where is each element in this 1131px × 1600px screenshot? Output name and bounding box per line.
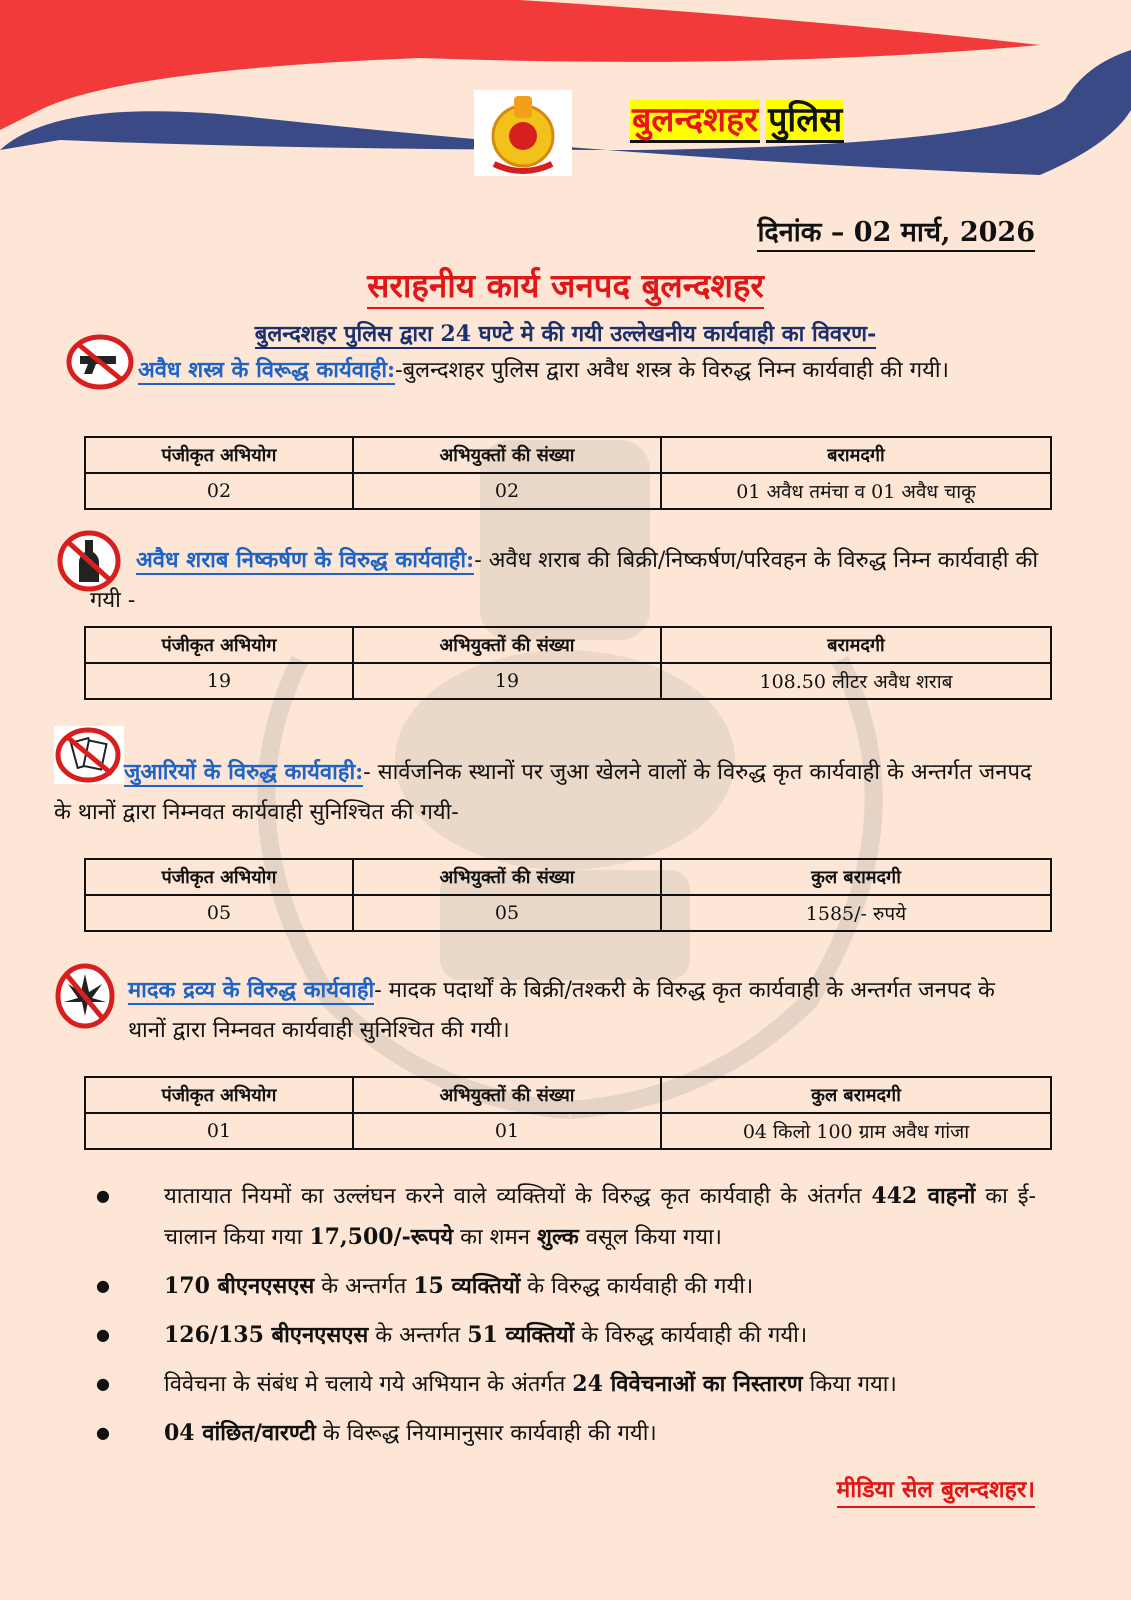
section-4-heading: मादक द्रव्य के विरुद्ध कार्यवाही [128, 977, 375, 1003]
list-item-text: 126/135 बीएनएसएस [164, 1322, 369, 1348]
no-drugs-icon [54, 962, 116, 1030]
section-2-table [84, 626, 1052, 700]
list-item [96, 1176, 1036, 1258]
section-4-table [84, 1076, 1052, 1150]
list-item-text: 442 वाहनों [871, 1183, 976, 1209]
section-1-table [84, 436, 1052, 510]
table-header-cell: बरामदगी [661, 437, 1051, 473]
brand-name-black: पुलिस [766, 100, 844, 143]
section-4-text: मादक द्रव्य के विरुद्ध कार्यवाही- मादक पदार्थों के बिक्री/तश्करी के विरुद्ध कृत कार्यवाही के अन्तर्गत जनपद के थानों द्वारा निम्नवत कार्यवाही सुनिश्चित की गयी। [128, 977, 995, 1043]
table-header-cell: अभियुक्तों की संख्या [353, 859, 661, 895]
list-item-text: 24 विवेचनाओं का निस्तारण [572, 1371, 803, 1397]
table-header-cell: अभियुक्तों की संख्या [353, 1077, 661, 1113]
page-title: सराहनीय कार्य जनपद बुलन्दशहर [0, 262, 1131, 307]
section-3-text: जुआरियों के विरुद्ध कार्यवाही:- सार्वजनिक स्थानों पर जुआ खेलने वालों के विरुद्ध कृत कार्यवाही के अन्तर्गत जनपद के थानों द्वारा निम्नवत कार्यवाही सुनिश्चित की गयी- [54, 759, 1032, 825]
list-item-text: 17,500/-रूपये [309, 1224, 454, 1250]
section-3-table [84, 858, 1052, 932]
list-item-text: वसूल किया गया। [578, 1225, 723, 1250]
list-item-text: विवेचना के संबंध मे चलाये गये अभियान के अंतर्गत [164, 1372, 573, 1397]
section-1-heading: अवैध शस्त्र के विरूद्ध कार्यवाही: [138, 357, 396, 383]
list-item-text: 170 बीएनएसएस [164, 1273, 315, 1299]
date-line: दिनांक – 02 मार्च, 2026 [757, 216, 1035, 252]
table-header-cell: पंजीकृत अभियोग [85, 1077, 353, 1113]
brand-name-red: बुलन्दशहर [630, 100, 760, 143]
table-header-cell: पंजीकृत अभियोग [85, 627, 353, 663]
list-item-text: 51 व्यक्तियों [467, 1322, 575, 1348]
table-header-cell: कुल बरामदगी [661, 1077, 1051, 1113]
page-subtitle: बुलन्दशहर पुलिस द्वारा 24 घण्टे मे की गयी उल्लेखनीय कार्यवाही का विवरण- [254, 321, 877, 347]
list-item-text: शुल्क [537, 1224, 579, 1250]
list-item-text: के अन्तर्गत [314, 1274, 414, 1299]
list-item-text: यातायात नियमों का उल्लंघन करने वाले व्यक्तियों के विरुद्ध कृत कार्यवाही के अंतर्गत [164, 1184, 872, 1209]
summary-bullet-list [96, 1176, 1036, 1462]
table-header-cell: पंजीकृत अभियोग [85, 437, 353, 473]
table-header-cell: अभियुक्तों की संख्या [353, 627, 661, 663]
table-row: 19 19 108.50 लीटर अवैध शराब [85, 663, 1051, 699]
signature: मीडिया सेल बुलन्दशहर। [837, 1474, 1035, 1508]
section-1-text: अवैध शस्त्र के विरूद्ध कार्यवाही:-बुलन्दशहर पुलिस द्वारा अवैध शस्त्र के विरुद्ध निम्न कार्यवाही की गयी। [138, 357, 949, 383]
list-item-text: 04 वांछित/वारण्टी [164, 1420, 316, 1446]
table-header-cell: बरामदगी [661, 627, 1051, 663]
table-row: 01 01 04 किलो 100 ग्राम अवैध गांजा [85, 1113, 1051, 1149]
list-item [96, 1413, 1036, 1454]
table-row: 02 02 01 अवैध तमंचा व 01 अवैध चाकू [85, 473, 1051, 509]
list-item-text: के विरुद्ध कार्यवाही की गयी। [574, 1323, 808, 1348]
list-item-text: का ई-चालान किया गया [164, 1184, 1036, 1250]
list-item [96, 1364, 1036, 1405]
table-header-cell: पंजीकृत अभियोग [85, 859, 353, 895]
brand-title [630, 98, 844, 142]
table-row: 05 05 1585/- रुपये [85, 895, 1051, 931]
table-header-cell: कुल बरामदगी [661, 859, 1051, 895]
section-2-heading: अवैध शराब निष्कर्षण के विरुद्ध कार्यवाही: [136, 547, 475, 573]
section-3-heading: जुआरियों के विरुद्ध कार्यवाही: [124, 759, 364, 785]
list-item-text: का शमन [453, 1225, 537, 1250]
up-police-emblem-icon [474, 90, 572, 176]
list-item-text: के विरुद्ध कार्यवाही की गयी। [520, 1274, 754, 1299]
list-item-text: 15 व्यक्तियों [413, 1273, 521, 1299]
list-item [96, 1315, 1036, 1356]
table-header-cell: अभियुक्तों की संख्या [353, 437, 661, 473]
list-item-text: के अन्तर्गत [368, 1323, 468, 1348]
list-item [96, 1266, 1036, 1307]
list-item-text: किया गया। [802, 1372, 897, 1397]
list-item-text: के विरूद्ध नियामानुसार कार्यवाही की गयी। [315, 1421, 657, 1446]
section-2-text: अवैध शराब निष्कर्षण के विरुद्ध कार्यवाही:- अवैध शराब की बिक्री/निष्कर्षण/परिवहन के विरुद्ध निम्न कार्यवाही की गयी - [90, 547, 1039, 613]
